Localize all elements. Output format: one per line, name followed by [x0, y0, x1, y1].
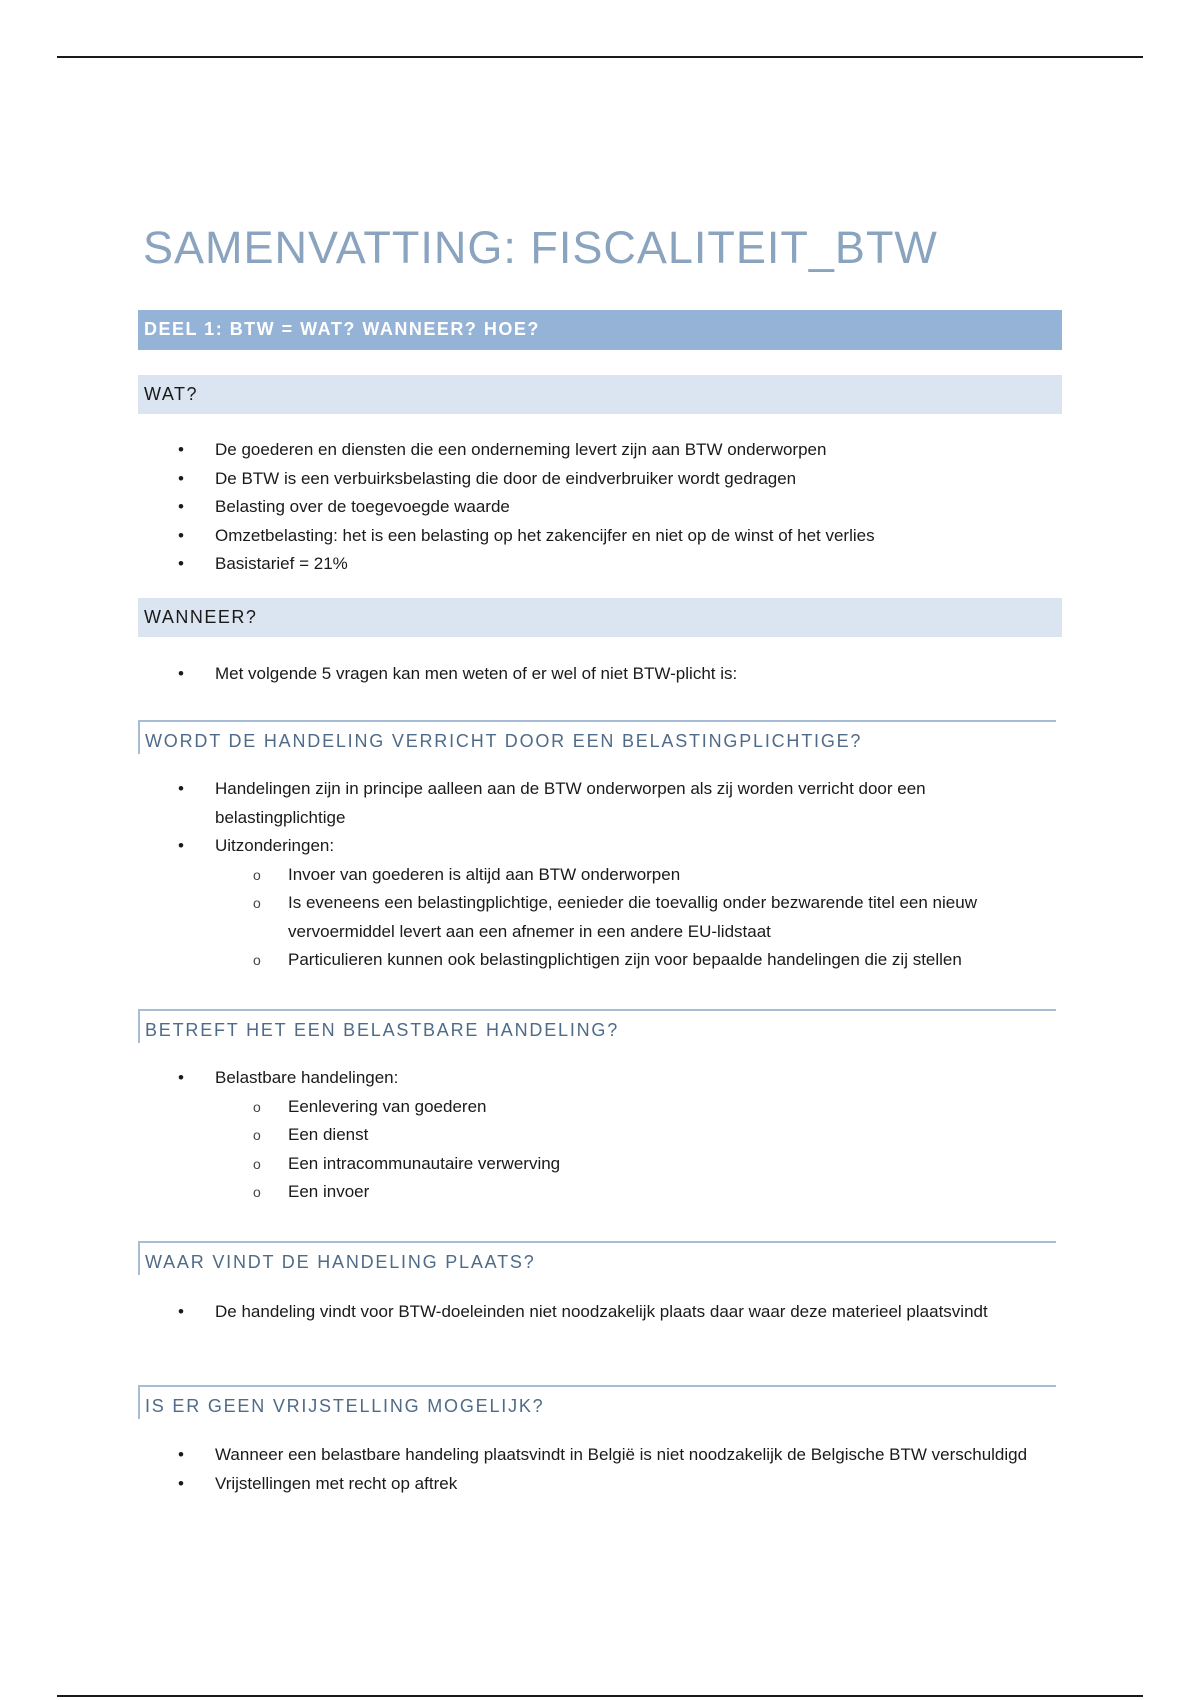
list-item: • Uitzonderingen: o Invoer van goederen is altijd aan BTW onderworpen o Is eveneens een belastingplichtige, eenieder die toevallig onder bezwarende titel een nieuw vervoermiddel levert aan een afnemer in een andere EU-lidstaat o Particulieren kunnen ook belastingplichtigen zijn voor bepaalde handelingen die zij stellen [0, 832, 1040, 975]
top-rule [57, 56, 1143, 58]
bullet-icon: • [178, 468, 184, 488]
list-item: • De BTW is een verbuirksbelasting die door de eindverbruiker wordt gedragen [0, 465, 1040, 494]
circle-bullet-icon: o [253, 1184, 261, 1200]
sub-list [0, 861, 1040, 975]
document-title: SAMENVATTING: FISCALITEIT_BTW [143, 222, 938, 273]
question-heading-belastbare-handeling: BETREFT HET EEN BELASTBARE HANDELING? [138, 1009, 1056, 1043]
bullet-icon: • [178, 1068, 184, 1087]
sub-list-item: o Een invoer [0, 1178, 1040, 1207]
question-heading-vrijstelling: IS ER GEEN VRIJSTELLING MOGELIJK? [138, 1385, 1056, 1419]
bullet-icon: • [178, 440, 184, 459]
circle-bullet-icon: o [253, 1127, 261, 1143]
wat-list [0, 436, 1200, 579]
list-item: • Omzetbelasting: het is een belasting op het zakencijfer en niet op de winst of het verlies [0, 522, 1040, 551]
circle-bullet-icon: o [253, 895, 261, 911]
circle-bullet-icon: o [253, 1098, 261, 1115]
list-item: • Belastbare handelingen: o Eenlevering van goederen o Een dienst o Een intracommunautaire verwerving o Een invoer [0, 1064, 1040, 1207]
sub-list-item: o Een dienst [0, 1121, 1040, 1150]
q2-list [0, 1064, 1200, 1207]
bullet-icon: • [178, 1302, 184, 1321]
sub-list-item: o Invoer van goederen is altijd aan BTW onderworpen [0, 861, 1040, 890]
bullet-icon: • [178, 1445, 184, 1464]
sub-list-item: o Een intracommunautaire verwerving [0, 1150, 1040, 1179]
list-item: • Belasting over de toegevoegde waarde [0, 493, 1040, 522]
section-heading-wanneer: WANNEER? [138, 598, 1062, 637]
list-item: • Vrijstellingen met recht op aftrek [0, 1470, 1040, 1499]
circle-bullet-icon: o [253, 1155, 261, 1172]
part-heading: DEEL 1: BTW = WAT? WANNEER? HOE? [138, 310, 1062, 350]
question-heading-belastingplichtige: WORDT DE HANDELING VERRICHT DOOR EEN BELASTINGPLICHTIGE? [138, 720, 1056, 754]
circle-bullet-icon: o [253, 866, 261, 883]
bullet-icon: • [178, 664, 184, 683]
sub-list [0, 1093, 1040, 1207]
list-item: • Handelingen zijn in principe aalleen aan de BTW onderworpen als zij worden verricht door een belastingplichtige [0, 775, 1040, 832]
wanneer-list [0, 660, 1200, 689]
list-item: • Met volgende 5 vragen kan men weten of er wel of niet BTW-plicht is: [0, 660, 1040, 689]
section-heading-wat: WAT? [138, 375, 1062, 414]
list-item: • De goederen en diensten die een onderneming levert zijn aan BTW onderworpen [0, 436, 1040, 465]
circle-bullet-icon: o [253, 952, 261, 968]
bullet-icon: • [178, 497, 184, 516]
bullet-icon: • [178, 554, 184, 573]
sub-list-item: o Particulieren kunnen ook belastingplichtigen zijn voor bepaalde handelingen die zij stellen [0, 946, 1040, 975]
bullet-icon: • [178, 779, 184, 798]
question-heading-plaats: WAAR VINDT DE HANDELING PLAATS? [138, 1241, 1056, 1275]
list-item: • Wanneer een belastbare handeling plaatsvindt in België is niet noodzakelijk de Belgische BTW verschuldigd [0, 1441, 1040, 1470]
sub-list-item: o Eenlevering van goederen [0, 1093, 1040, 1122]
sub-list-item: o Is eveneens een belastingplichtige, eenieder die toevallig onder bezwarende titel een nieuw vervoermiddel levert aan een afnemer in een andere EU-lidstaat [0, 889, 1040, 946]
bullet-icon: • [178, 525, 184, 545]
q3-list [0, 1298, 1200, 1327]
bullet-icon: • [178, 1473, 184, 1493]
list-item: • De handeling vindt voor BTW-doeleinden niet noodzakelijk plaats daar waar deze materieel plaatsvindt [0, 1298, 1040, 1327]
bottom-rule [57, 1695, 1143, 1697]
q4-list [0, 1441, 1200, 1498]
bullet-icon: • [178, 836, 184, 855]
q1-list [0, 775, 1200, 975]
list-item: • Basistarief = 21% [0, 550, 1040, 579]
